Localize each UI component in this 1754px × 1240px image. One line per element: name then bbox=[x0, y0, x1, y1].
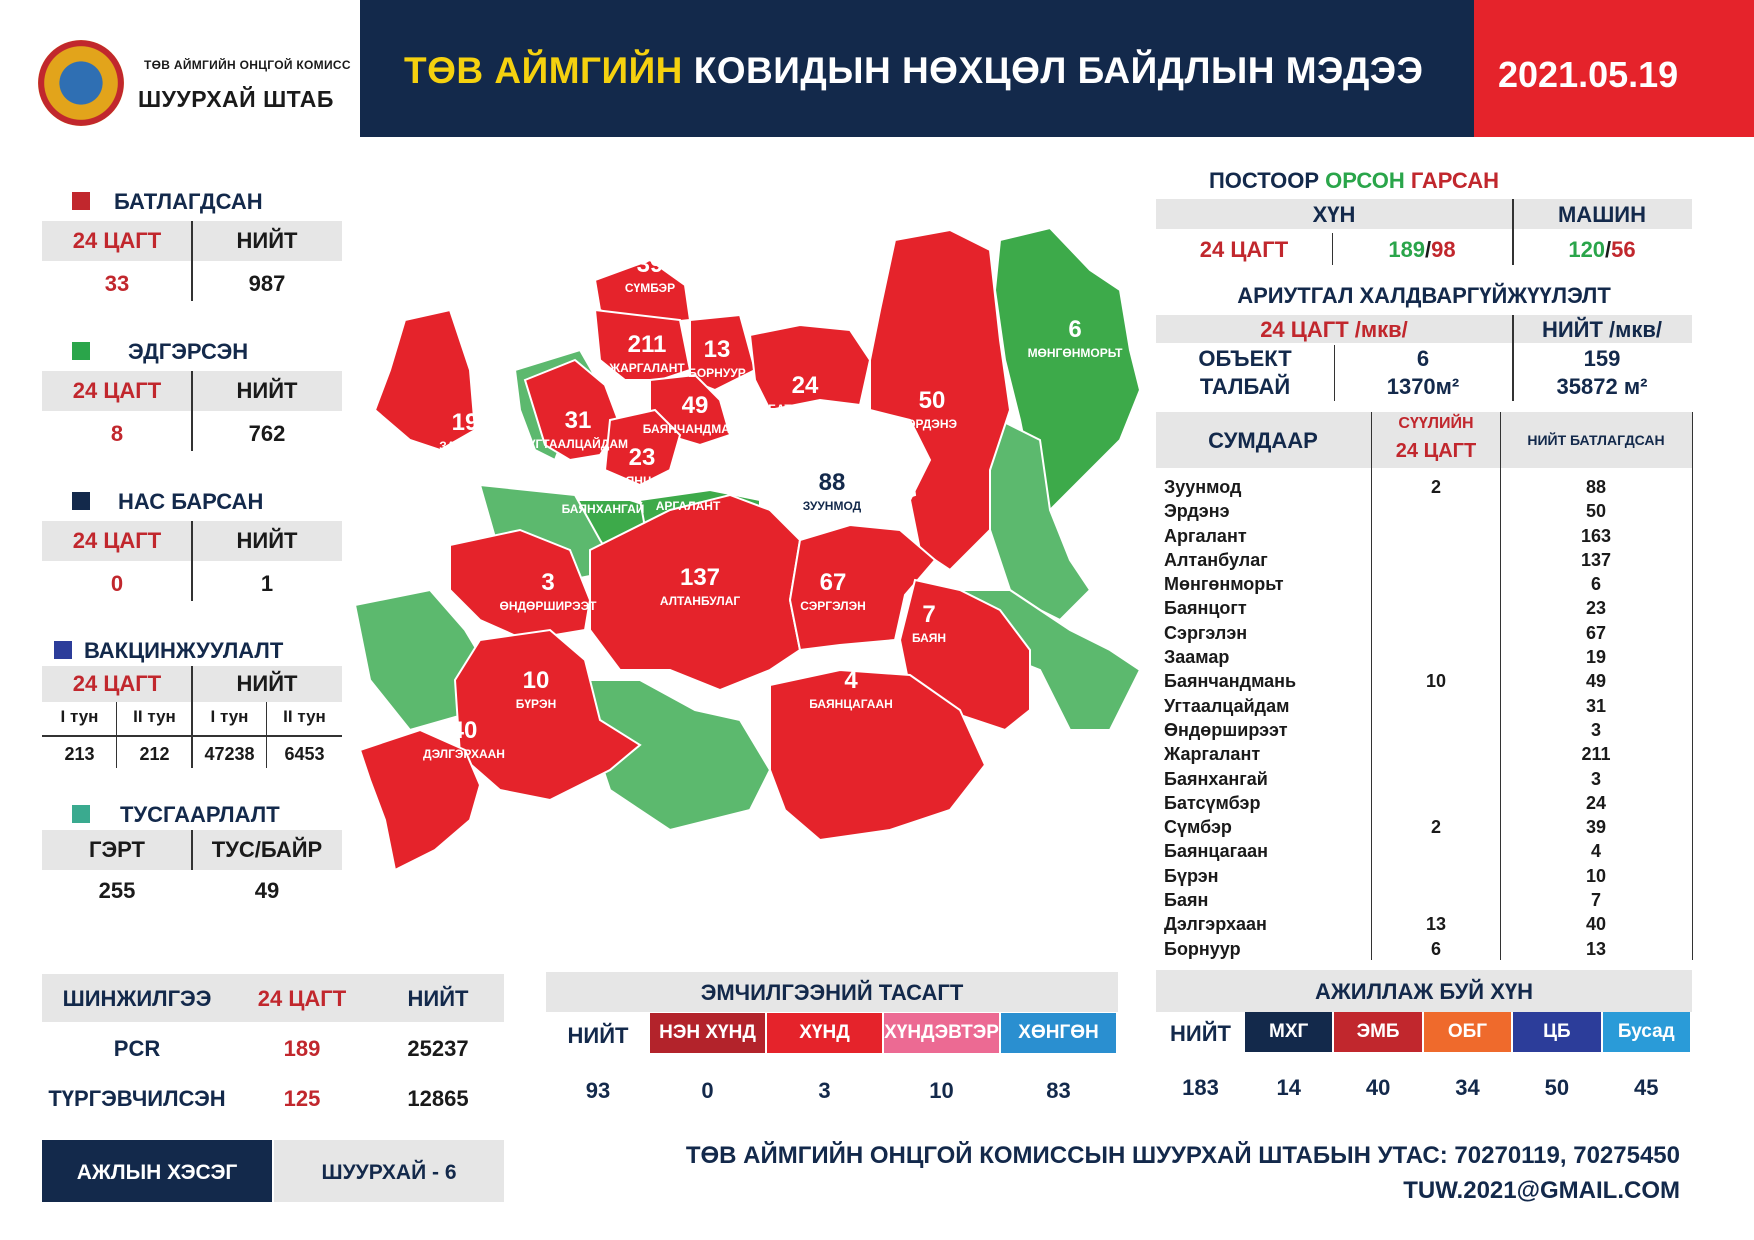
soum-name: Жаргалант bbox=[1164, 744, 1261, 765]
staff-col-value: 34 bbox=[1455, 1075, 1480, 1100]
vac-h24-dose2-label: II тун bbox=[133, 707, 176, 726]
disinfection-total-label: НИЙТ /мкв/ bbox=[1541, 317, 1663, 342]
staff-total-label: НИЙТ bbox=[1170, 1021, 1231, 1046]
soum-total: 88 bbox=[1585, 477, 1607, 497]
ward-total: 93 bbox=[585, 1078, 611, 1103]
work-group-value: ШУУРХАЙ - 6 bbox=[321, 1161, 457, 1184]
soum-name: Аргалант bbox=[1164, 525, 1247, 546]
confirmed-h24-label: 24 ЦАГТ bbox=[72, 228, 162, 253]
soum-row bbox=[1164, 645, 1692, 669]
soum-total: 39 bbox=[1585, 817, 1607, 838]
cars-out: 56 bbox=[1611, 237, 1636, 262]
map-value-13: 3 bbox=[541, 569, 555, 596]
soum-h24: 2 bbox=[1430, 477, 1441, 497]
disinfection-h24-label: 24 ЦАГТ /мкв/ bbox=[1260, 317, 1408, 342]
map-name-6: ЗААМАР bbox=[439, 439, 491, 453]
map-name-7: УГТААЛЦАЙДАМ bbox=[527, 437, 629, 451]
soum-name: Баянхангай bbox=[1164, 768, 1268, 789]
deaths-total: 1 bbox=[260, 571, 274, 596]
rapid-label: ТҮРГЭВЧИЛСЭН bbox=[48, 1086, 226, 1111]
soum-row bbox=[1164, 475, 1692, 499]
map-name-1: ЖАРГАЛАНТ bbox=[609, 361, 685, 375]
map-name-5: МӨНГӨНМОРЬТ bbox=[1027, 346, 1123, 360]
ward-col-label: ХҮНД bbox=[767, 1013, 882, 1053]
soum-row bbox=[1164, 548, 1692, 572]
soum-name: Баянцогт bbox=[1164, 598, 1247, 619]
people-counts: 189/98 bbox=[1388, 237, 1456, 262]
soum-name: Сүмбэр bbox=[1164, 817, 1232, 838]
map-value-12: 88 bbox=[818, 469, 846, 496]
province-map bbox=[350, 210, 1150, 890]
recovered-square-icon bbox=[72, 342, 90, 360]
rapid-total: 12865 bbox=[407, 1086, 469, 1111]
area-label: ТАЛБАЙ bbox=[1199, 374, 1291, 399]
soum-h24: 10 bbox=[1425, 671, 1447, 692]
vac-total-dose2-label: II тун bbox=[283, 707, 326, 726]
disinfection-title: АРИУТГАЛ ХАЛДВАРГҮЙЖҮҮЛЭЛТ bbox=[1237, 283, 1611, 308]
soum-row bbox=[1164, 572, 1692, 596]
area-h24: 1370м² bbox=[1386, 374, 1460, 399]
map-value-8: 49 bbox=[681, 392, 709, 419]
staff-col-value: 50 bbox=[1544, 1075, 1570, 1100]
map-value-11: 163 bbox=[667, 469, 709, 496]
soum-name: Баянцагаан bbox=[1164, 841, 1269, 862]
cars-counts: 120/56 bbox=[1568, 237, 1636, 262]
soum-total: 4 bbox=[1590, 841, 1601, 862]
ward-col-value: 10 bbox=[929, 1078, 954, 1103]
vac-total-dose2: 6453 bbox=[284, 744, 325, 764]
soums-col2b: 24 ЦАГТ bbox=[1395, 440, 1477, 462]
header bbox=[0, 0, 1754, 137]
people-label: ХҮН bbox=[1312, 202, 1356, 227]
soum-row bbox=[1164, 524, 1692, 548]
soum-name: Заамар bbox=[1164, 647, 1230, 668]
isolation-facility: 49 bbox=[254, 878, 280, 903]
recovered-total: 762 bbox=[248, 421, 286, 446]
map-name-17: БҮРЭН bbox=[515, 697, 557, 711]
soum-row bbox=[1164, 815, 1692, 839]
checkpoint-title-1: ПОСТООР bbox=[1208, 168, 1319, 193]
ward-col-label: ХҮНДЭВТЭР bbox=[884, 1013, 999, 1053]
title-highlight: ТӨВ АЙМГИЙН bbox=[404, 50, 683, 91]
soum-row bbox=[1164, 499, 1692, 523]
soum-row bbox=[1164, 864, 1692, 888]
checkpoint-title bbox=[1154, 168, 1554, 194]
soum-total: 137 bbox=[1580, 549, 1612, 570]
checkpoint-title-2: ОРСОН bbox=[1325, 168, 1405, 193]
vaccination-square-icon bbox=[54, 641, 72, 659]
org-title: ШУУРХАЙ ШТАБ bbox=[138, 86, 334, 112]
confirmed-title bbox=[72, 189, 263, 215]
soum-total: 19 bbox=[1585, 647, 1607, 668]
vac-h24-dose2: 212 bbox=[139, 744, 170, 764]
deaths-title bbox=[72, 489, 263, 515]
cars-in: 120 bbox=[1568, 237, 1606, 262]
ward-col-value: 83 bbox=[1046, 1078, 1071, 1103]
soum-row bbox=[1164, 767, 1692, 791]
map-value-6: 19 bbox=[451, 409, 479, 436]
map-name-13: ӨНДӨРШИРЭЭТ bbox=[499, 599, 597, 613]
vac-total-dose1: 47238 bbox=[204, 744, 255, 764]
soum-name: Сэргэлэн bbox=[1164, 622, 1248, 643]
staff-col-label: ОБГ bbox=[1424, 1012, 1511, 1052]
map-name-4: ЭРДЭНЭ bbox=[906, 417, 958, 431]
isolation-title bbox=[72, 802, 280, 828]
footer-phone: ТӨВ АЙМГИЙН ОНЦГОЙ КОМИССЫН ШУУРХАЙ ШТАБЫН УТАС: 70270119, 70275450 bbox=[685, 1142, 1680, 1169]
map-name-19: ДЭЛГЭРХААН bbox=[423, 747, 505, 761]
staff-col-label: Бусад bbox=[1603, 1012, 1690, 1052]
soum-name: Эрдэнэ bbox=[1164, 501, 1230, 522]
soum-row bbox=[1164, 937, 1692, 961]
staff-columns bbox=[1245, 1012, 1692, 1100]
recovered-h24: 8 bbox=[110, 421, 124, 446]
staff-col-value: 40 bbox=[1365, 1075, 1391, 1100]
soum-name: Өндөрширээт bbox=[1164, 719, 1288, 740]
vaccination-h24-label: 24 ЦАГТ bbox=[72, 671, 162, 696]
recovered-title-text: ЭДГЭРСЭН bbox=[128, 339, 249, 364]
confirmed-h24: 33 bbox=[104, 271, 130, 296]
object-total: 159 bbox=[1583, 346, 1621, 371]
map-value-7: 31 bbox=[564, 407, 592, 434]
divider bbox=[1692, 412, 1693, 960]
isolation-home-label: ГЭРТ bbox=[89, 837, 145, 862]
soum-name: Бүрэн bbox=[1164, 865, 1219, 886]
map-value-9: 23 bbox=[628, 444, 656, 471]
map-value-5: 6 bbox=[1068, 316, 1082, 343]
soum-total: 6 bbox=[1590, 574, 1601, 595]
isolation-facility-label: ТУС/БАЙР bbox=[211, 837, 323, 862]
map-name-3: БАТСҮМБЭР bbox=[768, 402, 842, 416]
map-value-19: 40 bbox=[450, 717, 478, 744]
pcr-total: 25237 bbox=[407, 1036, 469, 1061]
vaccination-total-label: НИЙТ bbox=[236, 671, 298, 696]
map-name-18: БАЯНЦАГААН bbox=[809, 697, 893, 711]
map-name-14: АЛТАНБУЛАГ bbox=[659, 594, 741, 608]
vaccination-title bbox=[54, 638, 283, 664]
soum-row bbox=[1164, 694, 1692, 718]
soum-row bbox=[1164, 596, 1692, 620]
object-label: ОБЪЕКТ bbox=[1198, 346, 1292, 371]
ward-columns bbox=[650, 1013, 1118, 1103]
soums-list bbox=[1164, 475, 1692, 961]
isolation-square-icon bbox=[72, 805, 90, 823]
confirmed-total: 987 bbox=[248, 271, 286, 296]
deaths-h24: 0 bbox=[110, 571, 124, 596]
soum-name: Борнуур bbox=[1164, 938, 1241, 959]
map-name-12: ЗУУНМОД bbox=[802, 499, 862, 513]
soum-total: 211 bbox=[1581, 744, 1611, 765]
soum-name: Зуунмод bbox=[1164, 477, 1242, 497]
soum-total: 13 bbox=[1585, 938, 1607, 959]
soum-total: 163 bbox=[1580, 525, 1612, 546]
cars-label: МАШИН bbox=[1557, 202, 1647, 227]
soum-total: 67 bbox=[1585, 622, 1607, 643]
soum-row bbox=[1164, 669, 1692, 693]
vaccination-title-text: ВАКЦИНЖУУЛАЛТ bbox=[84, 638, 284, 663]
staff-col-value: 14 bbox=[1276, 1075, 1301, 1100]
vac-h24-dose1-label: I тун bbox=[60, 707, 99, 726]
vac-h24-dose1: 213 bbox=[64, 744, 95, 764]
recovered-total-label: НИЙТ bbox=[236, 378, 298, 403]
map-value-3: 24 bbox=[791, 372, 819, 399]
report-date: 2021.05.19 bbox=[1498, 54, 1679, 95]
soum-name: Баянчандмань bbox=[1164, 671, 1297, 692]
soum-row bbox=[1164, 888, 1692, 912]
work-group-label: АЖЛЫН ХЭСЭГ bbox=[76, 1161, 238, 1184]
map-name-11: АРГАЛАНТ bbox=[655, 499, 721, 513]
soum-total: 31 bbox=[1585, 695, 1607, 716]
confirmed-total-label: НИЙТ bbox=[236, 228, 298, 253]
tests-col2: 24 ЦАГТ bbox=[257, 986, 347, 1011]
map-value-17: 10 bbox=[522, 667, 550, 694]
pcr-h24: 189 bbox=[283, 1036, 321, 1061]
soum-total: 50 bbox=[1585, 501, 1607, 522]
soum-total: 10 bbox=[1585, 865, 1607, 886]
deaths-h24-label: 24 ЦАГТ bbox=[72, 528, 162, 553]
soums-col1: СУМДААР bbox=[1208, 428, 1318, 453]
soum-name: Мөнгөнморьт bbox=[1164, 574, 1284, 595]
confirmed-title-text: БАТЛАГДСАН bbox=[114, 189, 263, 214]
area-total: 35872 м² bbox=[1556, 374, 1648, 399]
divider bbox=[191, 830, 193, 870]
ward-col-value: 3 bbox=[818, 1078, 831, 1103]
soum-total: 49 bbox=[1585, 671, 1607, 692]
soum-h24: 2 bbox=[1430, 817, 1441, 838]
map-value-2: 13 bbox=[703, 336, 731, 363]
soum-total: 3 bbox=[1590, 719, 1601, 740]
org-subtitle: ТӨВ АЙМГИЙН ОНЦГОЙ КОМИСС bbox=[144, 58, 351, 72]
tests-col3: НИЙТ bbox=[407, 986, 469, 1011]
staff-total: 183 bbox=[1182, 1075, 1219, 1100]
soum-total: 24 bbox=[1585, 792, 1607, 813]
soum-total: 7 bbox=[1590, 890, 1601, 911]
isolation-home: 255 bbox=[98, 878, 136, 903]
soums-col3: НИЙТ БАТЛАГДСАН bbox=[1527, 432, 1665, 448]
map-value-1: 211 bbox=[627, 331, 667, 358]
staff-col-value: 45 bbox=[1634, 1075, 1659, 1100]
soum-row bbox=[1164, 742, 1692, 766]
staff-title: АЖИЛЛАЖ БУЙ ХҮН bbox=[1314, 979, 1533, 1004]
staff-col-label: МХГ bbox=[1245, 1012, 1332, 1052]
soum-row bbox=[1164, 839, 1692, 863]
title-rest: КОВИДЫН НӨХЦӨЛ БАЙДЛЫН МЭДЭЭ bbox=[693, 50, 1424, 91]
map-name-16: БАЯН bbox=[911, 631, 947, 645]
pcr-label: PCR bbox=[113, 1036, 161, 1061]
map-name-0: СҮМБЭР bbox=[624, 281, 676, 295]
people-in: 189 bbox=[1388, 237, 1426, 262]
people-out: 98 bbox=[1431, 237, 1456, 262]
deaths-square-icon bbox=[72, 492, 90, 510]
ward-col-label: НЭН ХҮНД bbox=[650, 1013, 765, 1053]
tests-col1: ШИНЖИЛГЭЭ bbox=[62, 986, 212, 1011]
vac-total-dose1-label: I тун bbox=[210, 707, 249, 726]
soum-name: Баян bbox=[1164, 890, 1209, 911]
soum-h24: 6 bbox=[1430, 938, 1441, 959]
deaths-title-text: НАС БАРСАН bbox=[118, 489, 264, 514]
map-value-10: 3 bbox=[596, 472, 610, 499]
soum-name: Батсүмбэр bbox=[1164, 792, 1261, 813]
recovered-title bbox=[72, 339, 248, 365]
soum-name: Алтанбулаг bbox=[1164, 549, 1268, 570]
map-value-14: 137 bbox=[679, 564, 721, 591]
map-name-8: БАЯНЧАНДМАНЬ bbox=[642, 422, 748, 436]
soum-total: 40 bbox=[1585, 914, 1607, 935]
ward-title: ЭМЧИЛГЭЭНИЙ ТАСАГТ bbox=[700, 980, 964, 1005]
soum-total: 23 bbox=[1585, 598, 1607, 619]
map-value-0: 39 bbox=[636, 251, 664, 278]
map-name-9: БАЯНЦОГТ bbox=[608, 474, 676, 488]
object-h24: 6 bbox=[1416, 346, 1430, 371]
recovered-h24-label: 24 ЦАГТ bbox=[72, 378, 162, 403]
ward-col-value: 0 bbox=[701, 1078, 714, 1103]
emblem-logo bbox=[38, 40, 124, 126]
ward-total-label: НИЙТ bbox=[567, 1023, 629, 1048]
checkpoint-h24-label: 24 ЦАГТ bbox=[1199, 237, 1289, 262]
map-name-10: БАЯНХАНГАЙ bbox=[561, 502, 645, 516]
isolation-title-text: ТУСГААРЛАЛТ bbox=[120, 802, 280, 827]
page-title bbox=[404, 50, 1423, 92]
deaths-total-label: НИЙТ bbox=[236, 528, 298, 553]
soum-row bbox=[1164, 791, 1692, 815]
soum-total: 3 bbox=[1590, 768, 1601, 789]
rapid-h24: 125 bbox=[283, 1086, 321, 1111]
soum-row bbox=[1164, 718, 1692, 742]
map-value-4: 50 bbox=[918, 387, 946, 414]
map-name-2: БОРНУУР bbox=[688, 366, 746, 380]
footer-email[interactable]: TUW.2021@GMAIL.COM bbox=[1403, 1177, 1680, 1204]
soum-h24: 13 bbox=[1425, 914, 1447, 935]
staff-col-label: ЦБ bbox=[1513, 1012, 1600, 1052]
soum-row bbox=[1164, 621, 1692, 645]
map-value-15: 67 bbox=[819, 569, 847, 596]
soums-col2a: СҮҮЛИЙН bbox=[1398, 415, 1474, 432]
map-name-15: СЭРГЭЛЭН bbox=[800, 599, 866, 613]
map-value-16: 7 bbox=[922, 601, 936, 628]
confirmed-square-icon bbox=[72, 192, 90, 210]
ward-col-label: ХӨНГӨН bbox=[1001, 1013, 1116, 1053]
soum-row bbox=[1164, 912, 1692, 936]
checkpoint-title-3: ГАРСАН bbox=[1410, 168, 1500, 193]
soum-name: Угтаалцайдам bbox=[1164, 695, 1290, 716]
soum-name: Дэлгэрхаан bbox=[1164, 914, 1267, 935]
staff-col-label: ЭМБ bbox=[1334, 1012, 1421, 1052]
map-value-18: 4 bbox=[844, 667, 858, 694]
